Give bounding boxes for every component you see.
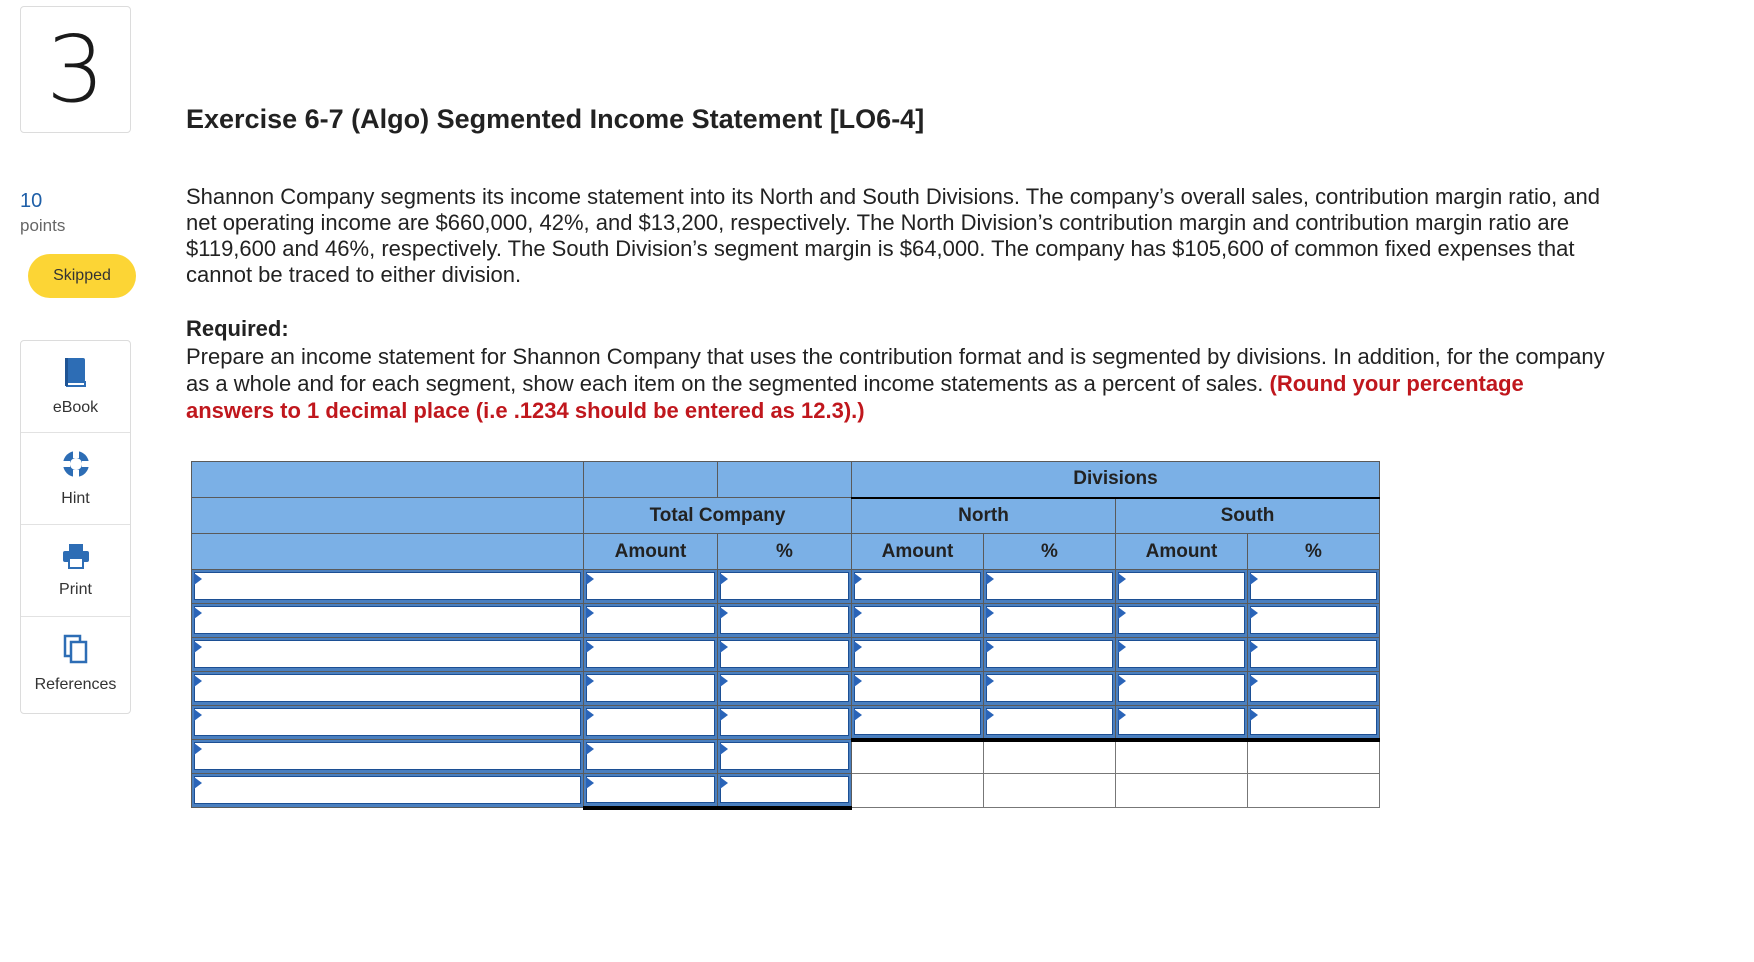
total-percent-input[interactable] bbox=[720, 572, 849, 600]
dropdown-marker-icon bbox=[586, 573, 594, 585]
north-percent-header: % bbox=[984, 534, 1116, 570]
dropdown-marker-icon bbox=[986, 607, 994, 619]
label-input[interactable] bbox=[194, 742, 581, 770]
required-text bbox=[186, 343, 1606, 424]
total-amount-input-cell[interactable] bbox=[584, 740, 718, 774]
total-amount-input[interactable] bbox=[586, 640, 715, 668]
north-percent-input-cell[interactable] bbox=[984, 672, 1116, 706]
total-amount-input[interactable] bbox=[586, 742, 715, 770]
references-button[interactable] bbox=[21, 617, 130, 709]
dropdown-marker-icon bbox=[1118, 573, 1126, 585]
empty-cell bbox=[852, 740, 984, 774]
label-input-cell[interactable] bbox=[192, 638, 584, 672]
label-input[interactable] bbox=[194, 606, 581, 634]
total-percent-input-cell[interactable] bbox=[718, 706, 852, 740]
south-percent-input[interactable] bbox=[1250, 572, 1377, 600]
header-blank-cell bbox=[192, 498, 584, 534]
north-percent-input-cell[interactable] bbox=[984, 604, 1116, 638]
dropdown-marker-icon bbox=[1250, 641, 1258, 653]
total-percent-input-cell[interactable] bbox=[718, 570, 852, 604]
north-amount-input-cell[interactable] bbox=[852, 672, 984, 706]
total-company-header: Total Company bbox=[584, 498, 852, 534]
label-input-cell[interactable] bbox=[192, 740, 584, 774]
empty-cell bbox=[1116, 740, 1248, 774]
dropdown-marker-icon bbox=[1250, 675, 1258, 687]
dropdown-marker-icon bbox=[1118, 607, 1126, 619]
north-amount-input[interactable] bbox=[854, 606, 981, 634]
points-value: 10 bbox=[20, 190, 43, 212]
north-amount-input[interactable] bbox=[854, 640, 981, 668]
dropdown-marker-icon bbox=[720, 675, 728, 687]
north-amount-input-cell[interactable] bbox=[852, 604, 984, 638]
empty-cell bbox=[1116, 774, 1248, 808]
total-amount-input-cell[interactable] bbox=[584, 570, 718, 604]
north-percent-input[interactable] bbox=[986, 640, 1113, 668]
dropdown-marker-icon bbox=[854, 641, 862, 653]
header-blank-cell bbox=[584, 462, 718, 498]
total-amount-input-cell[interactable] bbox=[584, 638, 718, 672]
dropdown-marker-icon bbox=[720, 743, 728, 755]
worksheet-row bbox=[192, 706, 1380, 740]
dropdown-marker-icon bbox=[586, 675, 594, 687]
header-blank-cell bbox=[192, 534, 584, 570]
dropdown-marker-icon bbox=[720, 641, 728, 653]
label-input[interactable] bbox=[194, 708, 581, 736]
south-percent-input[interactable] bbox=[1250, 708, 1377, 735]
empty-cell bbox=[852, 774, 984, 808]
dropdown-marker-icon bbox=[194, 743, 202, 755]
header-row-columns bbox=[192, 534, 1380, 570]
question-number: 3 bbox=[46, 15, 105, 123]
south-percent-input-cell[interactable] bbox=[1248, 638, 1380, 672]
empty-cell bbox=[1248, 774, 1380, 808]
header-blank-cell bbox=[718, 462, 852, 498]
dropdown-marker-icon bbox=[1250, 573, 1258, 585]
label-input-cell[interactable] bbox=[192, 706, 584, 740]
total-percent-input[interactable] bbox=[720, 742, 849, 770]
north-amount-input[interactable] bbox=[854, 674, 981, 702]
print-label: Print bbox=[59, 581, 92, 598]
north-amount-input[interactable] bbox=[854, 572, 981, 600]
dropdown-marker-icon bbox=[194, 675, 202, 687]
label-input-cell[interactable] bbox=[192, 774, 584, 808]
ebook-label: eBook bbox=[52, 399, 99, 416]
dropdown-marker-icon bbox=[720, 709, 728, 721]
divisions-header: Divisions bbox=[852, 462, 1380, 498]
total-percent-input[interactable] bbox=[720, 708, 849, 736]
dropdown-marker-icon bbox=[194, 777, 202, 789]
label-input[interactable] bbox=[194, 640, 581, 668]
total-amount-input[interactable] bbox=[586, 674, 715, 702]
south-amount-input[interactable] bbox=[1118, 708, 1245, 735]
north-percent-input[interactable] bbox=[986, 572, 1113, 600]
total-amount-input-cell[interactable] bbox=[584, 706, 718, 740]
total-amount-input[interactable] bbox=[586, 708, 715, 736]
total-percent-header: % bbox=[718, 534, 852, 570]
north-percent-input[interactable] bbox=[986, 606, 1113, 634]
empty-cell bbox=[984, 774, 1116, 808]
dropdown-marker-icon bbox=[586, 777, 594, 789]
south-amount-input[interactable] bbox=[1118, 674, 1245, 702]
dropdown-marker-icon bbox=[1118, 675, 1126, 687]
references-label: References bbox=[34, 675, 117, 693]
dropdown-marker-icon bbox=[1250, 709, 1258, 721]
south-amount-input[interactable] bbox=[1118, 572, 1245, 600]
empty-cell bbox=[984, 740, 1116, 774]
dropdown-marker-icon bbox=[720, 607, 728, 619]
empty-cell bbox=[1248, 740, 1380, 774]
total-amount-input[interactable] bbox=[586, 572, 715, 600]
print-button[interactable] bbox=[21, 525, 130, 617]
south-header: South bbox=[1116, 498, 1380, 534]
south-amount-input[interactable] bbox=[1118, 640, 1245, 668]
dropdown-marker-icon bbox=[586, 743, 594, 755]
north-amount-input-cell[interactable] bbox=[852, 570, 984, 604]
north-header: North bbox=[852, 498, 1116, 534]
north-percent-input-cell[interactable] bbox=[984, 638, 1116, 672]
dropdown-marker-icon bbox=[194, 709, 202, 721]
north-percent-input[interactable] bbox=[986, 674, 1113, 702]
worksheet-row bbox=[192, 570, 1380, 604]
south-amount-input-cell[interactable] bbox=[1116, 570, 1248, 604]
lifebuoy-icon bbox=[61, 449, 91, 490]
south-percent-header: % bbox=[1248, 534, 1380, 570]
dropdown-marker-icon bbox=[194, 641, 202, 653]
points-label: points bbox=[20, 216, 66, 235]
dropdown-marker-icon bbox=[986, 709, 994, 721]
south-amount-input-cell[interactable] bbox=[1116, 672, 1248, 706]
question-number-box bbox=[20, 6, 131, 133]
hint-label: Hint bbox=[61, 490, 90, 507]
label-input[interactable] bbox=[194, 674, 581, 702]
total-amount-input-cell[interactable] bbox=[584, 604, 718, 638]
dropdown-marker-icon bbox=[854, 573, 862, 585]
dropdown-marker-icon bbox=[1118, 709, 1126, 721]
worksheet-row bbox=[192, 638, 1380, 672]
north-percent-input-cell[interactable] bbox=[984, 706, 1116, 740]
north-amount-header: Amount bbox=[852, 534, 984, 570]
worksheet-row bbox=[192, 740, 1380, 774]
north-amount-input[interactable] bbox=[854, 708, 981, 735]
south-percent-input[interactable] bbox=[1250, 674, 1377, 702]
tools-panel bbox=[20, 340, 131, 714]
required-heading: Required: bbox=[186, 316, 289, 341]
total-percent-input[interactable] bbox=[720, 606, 849, 634]
dropdown-marker-icon bbox=[986, 641, 994, 653]
exercise-title: Exercise 6-7 (Algo) Segmented Income Statement [LO6-4] bbox=[186, 104, 925, 134]
worksheet-row bbox=[192, 774, 1380, 808]
dropdown-marker-icon bbox=[854, 709, 862, 721]
dropdown-marker-icon bbox=[1118, 641, 1126, 653]
south-amount-input-cell[interactable] bbox=[1116, 604, 1248, 638]
total-percent-input-cell[interactable] bbox=[718, 672, 852, 706]
south-percent-input[interactable] bbox=[1250, 606, 1377, 634]
printer-icon bbox=[61, 542, 91, 581]
total-amount-input[interactable] bbox=[586, 606, 715, 634]
dropdown-marker-icon bbox=[720, 777, 728, 789]
label-input-cell[interactable] bbox=[192, 672, 584, 706]
header-blank-cell bbox=[192, 462, 584, 498]
dropdown-marker-icon bbox=[586, 709, 594, 721]
total-percent-input[interactable] bbox=[720, 776, 849, 803]
header-row-segments bbox=[192, 498, 1380, 534]
dropdown-marker-icon bbox=[986, 675, 994, 687]
dropdown-marker-icon bbox=[1250, 607, 1258, 619]
label-input-cell[interactable] bbox=[192, 604, 584, 638]
status-badge: Skipped bbox=[28, 254, 136, 298]
total-percent-input[interactable] bbox=[720, 640, 849, 668]
total-percent-input-cell[interactable] bbox=[718, 774, 852, 808]
south-amount-input-cell[interactable] bbox=[1116, 706, 1248, 740]
worksheet-row bbox=[192, 672, 1380, 706]
north-amount-input-cell[interactable] bbox=[852, 706, 984, 740]
dropdown-marker-icon bbox=[854, 675, 862, 687]
label-input-cell[interactable] bbox=[192, 570, 584, 604]
north-percent-input[interactable] bbox=[986, 708, 1113, 735]
south-percent-input-cell[interactable] bbox=[1248, 706, 1380, 740]
south-percent-input-cell[interactable] bbox=[1248, 570, 1380, 604]
south-percent-input[interactable] bbox=[1250, 640, 1377, 668]
problem-paragraph: Shannon Company segments its income statement into its North and South Divisions. The company’s overall sales, contribution margin ratio, and net operating income are $660,000, 42%, and $13,200, respectively. The North Division’s contribution margin and contribution margin ratio are $119,600 and 46%, respectively. The South Division’s segment margin is $64,000. The company has $105,600 of common fixed expenses that cannot be traced to either division. bbox=[186, 184, 1601, 287]
header-row-divisions bbox=[192, 462, 1380, 498]
dropdown-marker-icon bbox=[194, 573, 202, 585]
north-amount-input-cell[interactable] bbox=[852, 638, 984, 672]
dropdown-marker-icon bbox=[586, 607, 594, 619]
south-percent-input-cell[interactable] bbox=[1248, 672, 1380, 706]
required-instructions: Prepare an income statement for Shannon Company that uses the contribution format and is segmented by divisions. In addition, for the company as a whole and for each segment, show each item on the segmented income statements as a percent of sales. bbox=[186, 344, 1605, 396]
worksheet-row bbox=[192, 604, 1380, 638]
south-percent-input-cell[interactable] bbox=[1248, 604, 1380, 638]
label-input[interactable] bbox=[194, 572, 581, 600]
book-icon bbox=[63, 356, 89, 399]
total-percent-input-cell[interactable] bbox=[718, 740, 852, 774]
south-amount-input-cell[interactable] bbox=[1116, 638, 1248, 672]
total-percent-input-cell[interactable] bbox=[718, 604, 852, 638]
total-amount-input-cell[interactable] bbox=[584, 672, 718, 706]
hint-button[interactable] bbox=[21, 433, 130, 525]
copy-icon bbox=[62, 633, 90, 676]
dropdown-marker-icon bbox=[720, 573, 728, 585]
total-amount-input[interactable] bbox=[586, 776, 715, 803]
rounding-note: (Round your percentage answers to 1 decimal place (i.e .1234 should be entered as 12.3).) bbox=[186, 371, 1524, 423]
north-percent-input-cell[interactable] bbox=[984, 570, 1116, 604]
total-amount-input-cell[interactable] bbox=[584, 774, 718, 808]
dropdown-marker-icon bbox=[586, 641, 594, 653]
south-amount-header: Amount bbox=[1116, 534, 1248, 570]
dropdown-marker-icon bbox=[194, 607, 202, 619]
total-percent-input-cell[interactable] bbox=[718, 638, 852, 672]
total-amount-header: Amount bbox=[584, 534, 718, 570]
south-amount-input[interactable] bbox=[1118, 606, 1245, 634]
income-statement-worksheet bbox=[191, 461, 1380, 810]
ebook-button[interactable] bbox=[21, 341, 130, 433]
dropdown-marker-icon bbox=[986, 573, 994, 585]
label-input[interactable] bbox=[194, 776, 581, 804]
dropdown-marker-icon bbox=[854, 607, 862, 619]
total-percent-input[interactable] bbox=[720, 674, 849, 702]
